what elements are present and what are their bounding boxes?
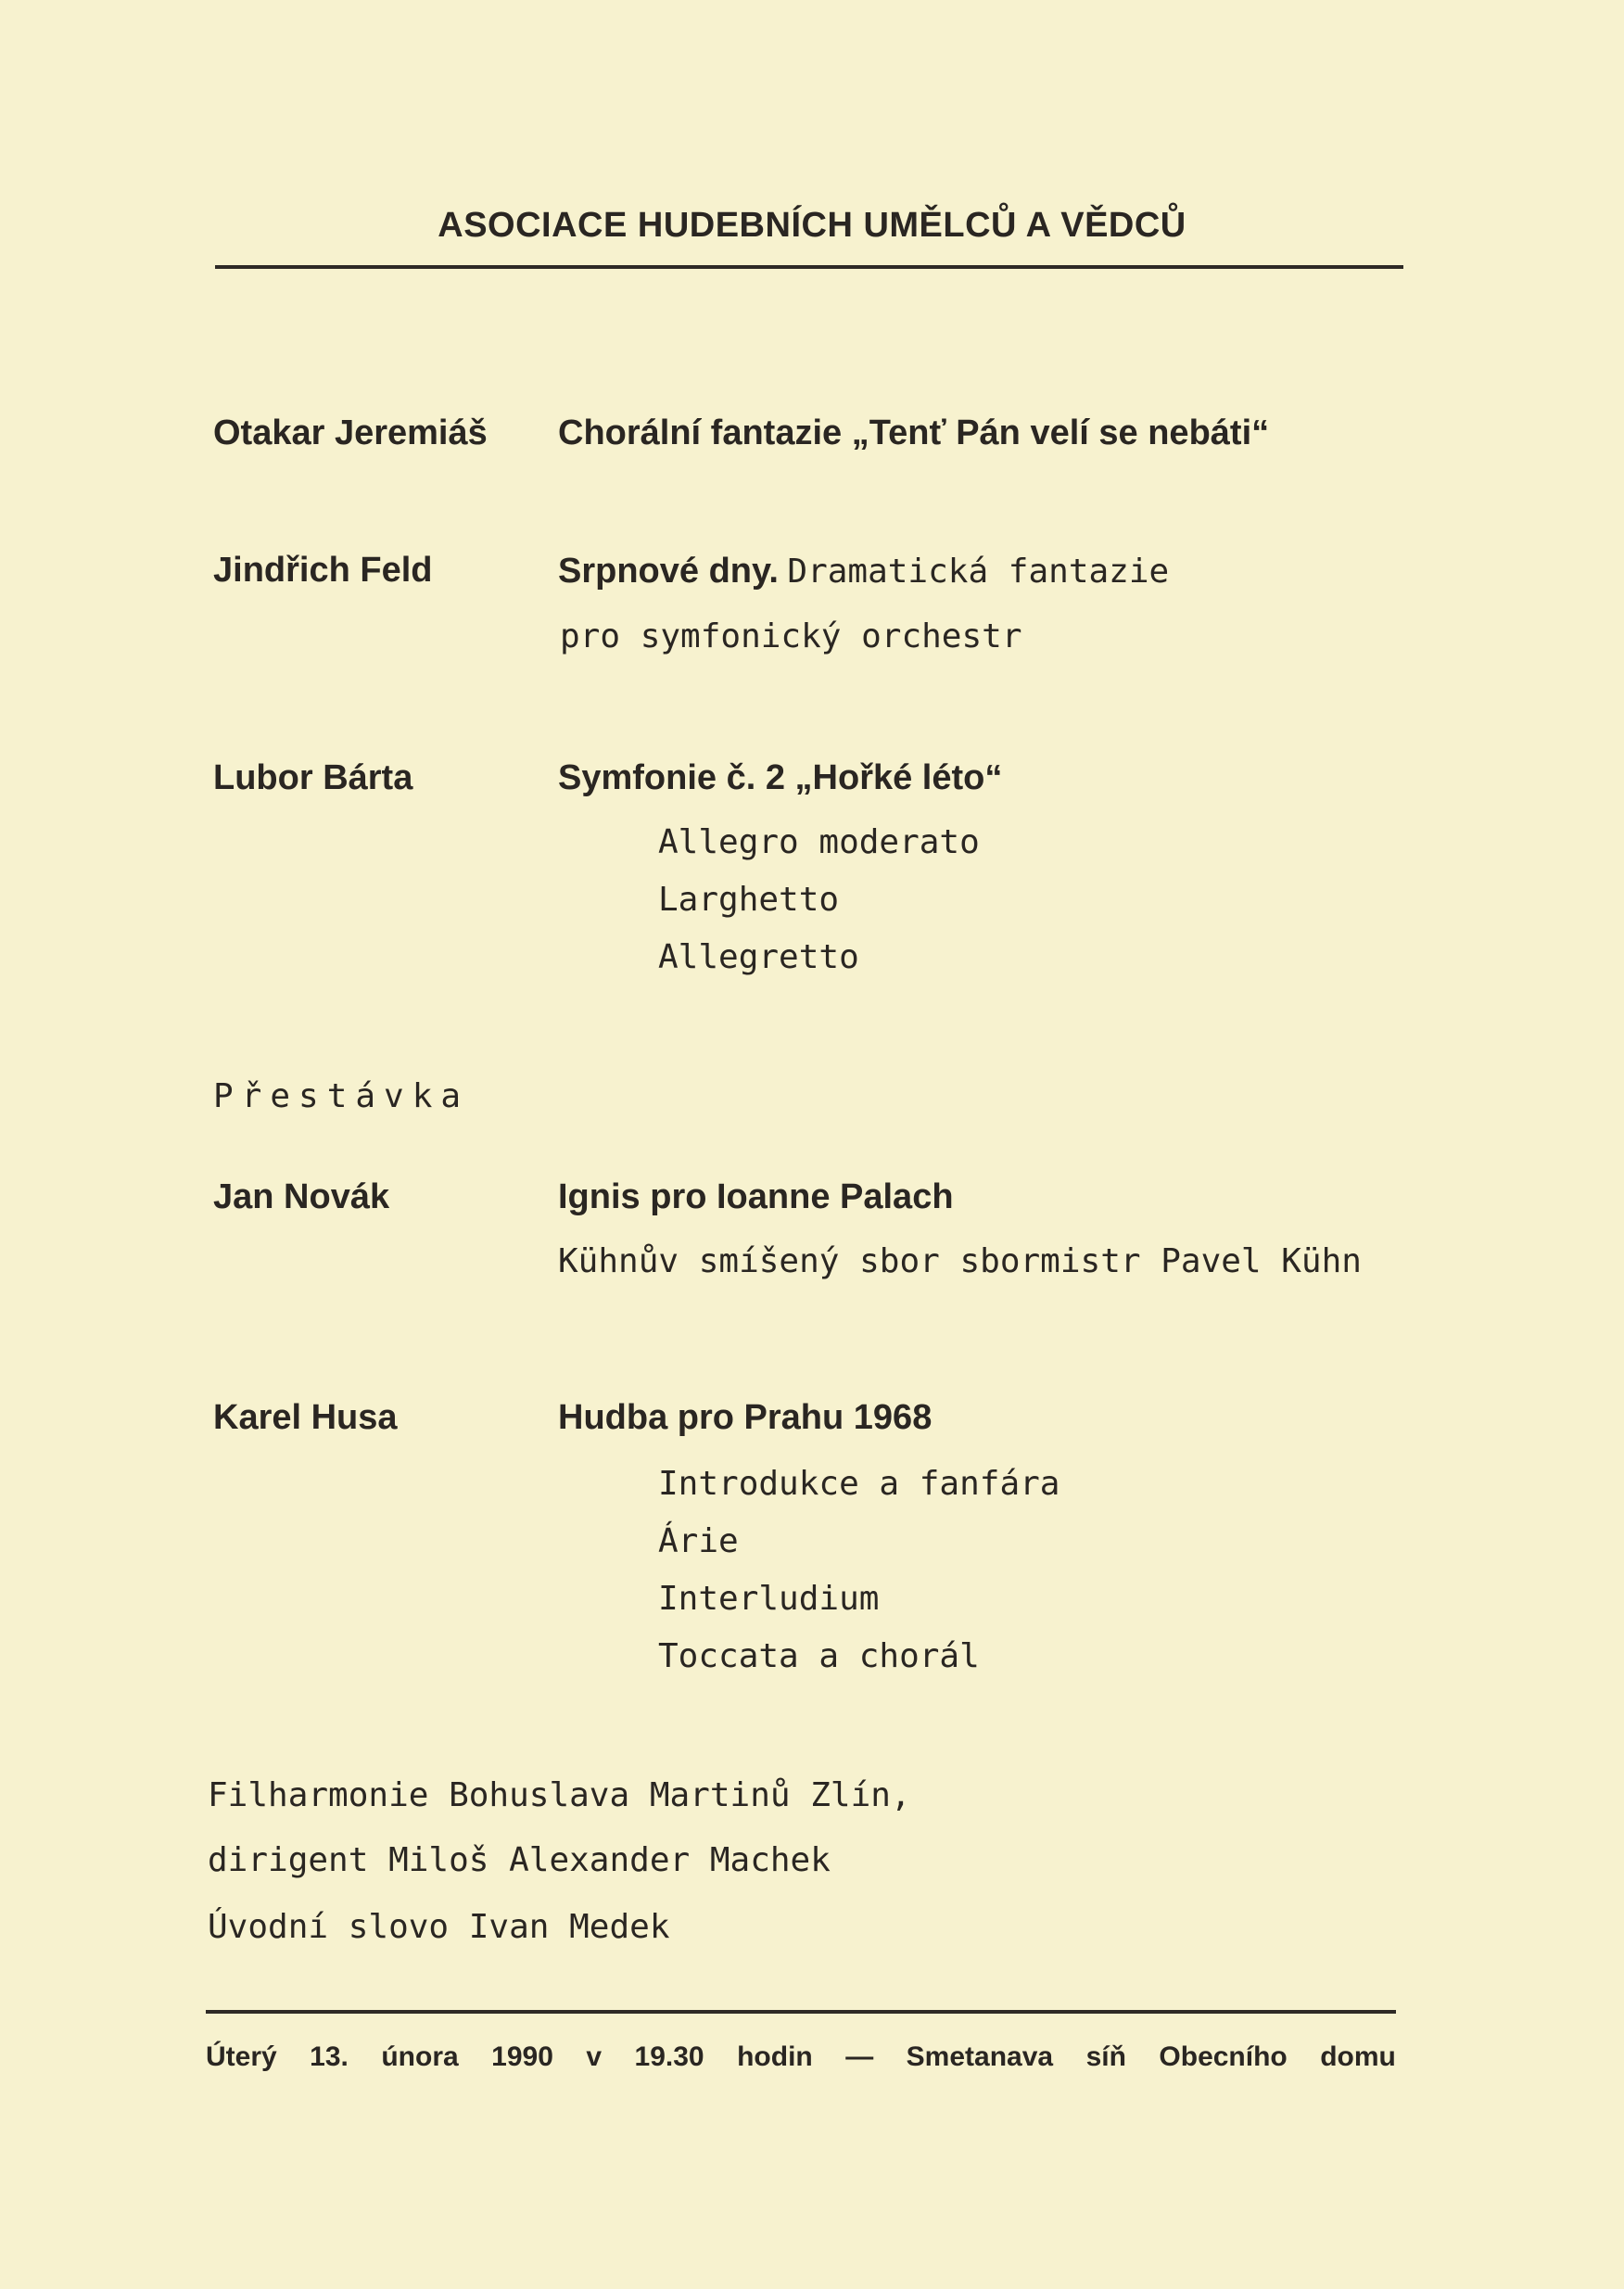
movement: Toccata a chorál — [658, 1637, 980, 1675]
movement: Introdukce a fanfára — [658, 1465, 1060, 1503]
composer-husa: Karel Husa — [213, 1398, 398, 1437]
movement: Allegro moderato — [658, 823, 980, 861]
footer-word: Obecního — [1159, 2041, 1288, 2072]
footer-word: — — [845, 2041, 874, 2072]
footer-rule — [206, 2010, 1396, 2014]
footer-date-venue — [206, 2041, 1396, 2073]
header-rule — [215, 265, 1403, 269]
intermission-label: Přestávka — [213, 1077, 470, 1115]
composer-jeremias: Otakar Jeremiáš — [213, 413, 488, 452]
movement: Larghetto — [658, 881, 840, 919]
work-srpnove-dny — [558, 551, 1169, 591]
footer-word: v — [586, 2041, 603, 2072]
composer-barta: Lubor Bárta — [213, 758, 413, 797]
work-ignis: Ignis pro Ioanne Palach — [558, 1177, 954, 1216]
conductor-credit: dirigent Miloš Alexander Machek — [208, 1841, 831, 1879]
composer-feld: Jindřich Feld — [213, 551, 433, 590]
orchestra-credit: Filharmonie Bohuslava Martinů Zlín, — [208, 1776, 911, 1814]
footer-word: 1990 — [491, 2041, 553, 2072]
movement: Árie — [658, 1522, 739, 1560]
work-subtitle: Dramatická fantazie — [787, 553, 1170, 591]
performer-line: Kühnův smíšený sbor sbormistr Pavel Kühn — [558, 1242, 1362, 1280]
footer-word: domu — [1320, 2041, 1396, 2072]
work-choralni-fantazie: Chorální fantazie „Tenť Pán velí se nebáti“ — [558, 413, 1270, 452]
footer-word: Úterý — [206, 2041, 277, 2072]
footer-word: Smetanava — [906, 2041, 1054, 2072]
movement: Allegretto — [658, 938, 859, 976]
movement: Interludium — [658, 1580, 880, 1618]
composer-novak: Jan Novák — [213, 1177, 390, 1216]
footer-word: února — [381, 2041, 459, 2072]
footer-word: síň — [1085, 2041, 1126, 2072]
footer-word: 13. — [310, 2041, 349, 2072]
introduction-credit: Úvodní slovo Ivan Medek — [208, 1908, 670, 1946]
work-description: pro symfonický orchestr — [560, 617, 1022, 655]
footer-word: hodin — [737, 2041, 813, 2072]
work-title: Srpnové dny. — [558, 552, 779, 591]
work-hudba-pro-prahu: Hudba pro Prahu 1968 — [558, 1398, 933, 1437]
footer-word: 19.30 — [634, 2041, 704, 2072]
work-symfonie-2: Symfonie č. 2 „Hořké léto“ — [558, 758, 1003, 797]
page-title: ASOCIACE HUDEBNÍCH UMĚLCŮ A VĚDCŮ — [438, 206, 1186, 245]
